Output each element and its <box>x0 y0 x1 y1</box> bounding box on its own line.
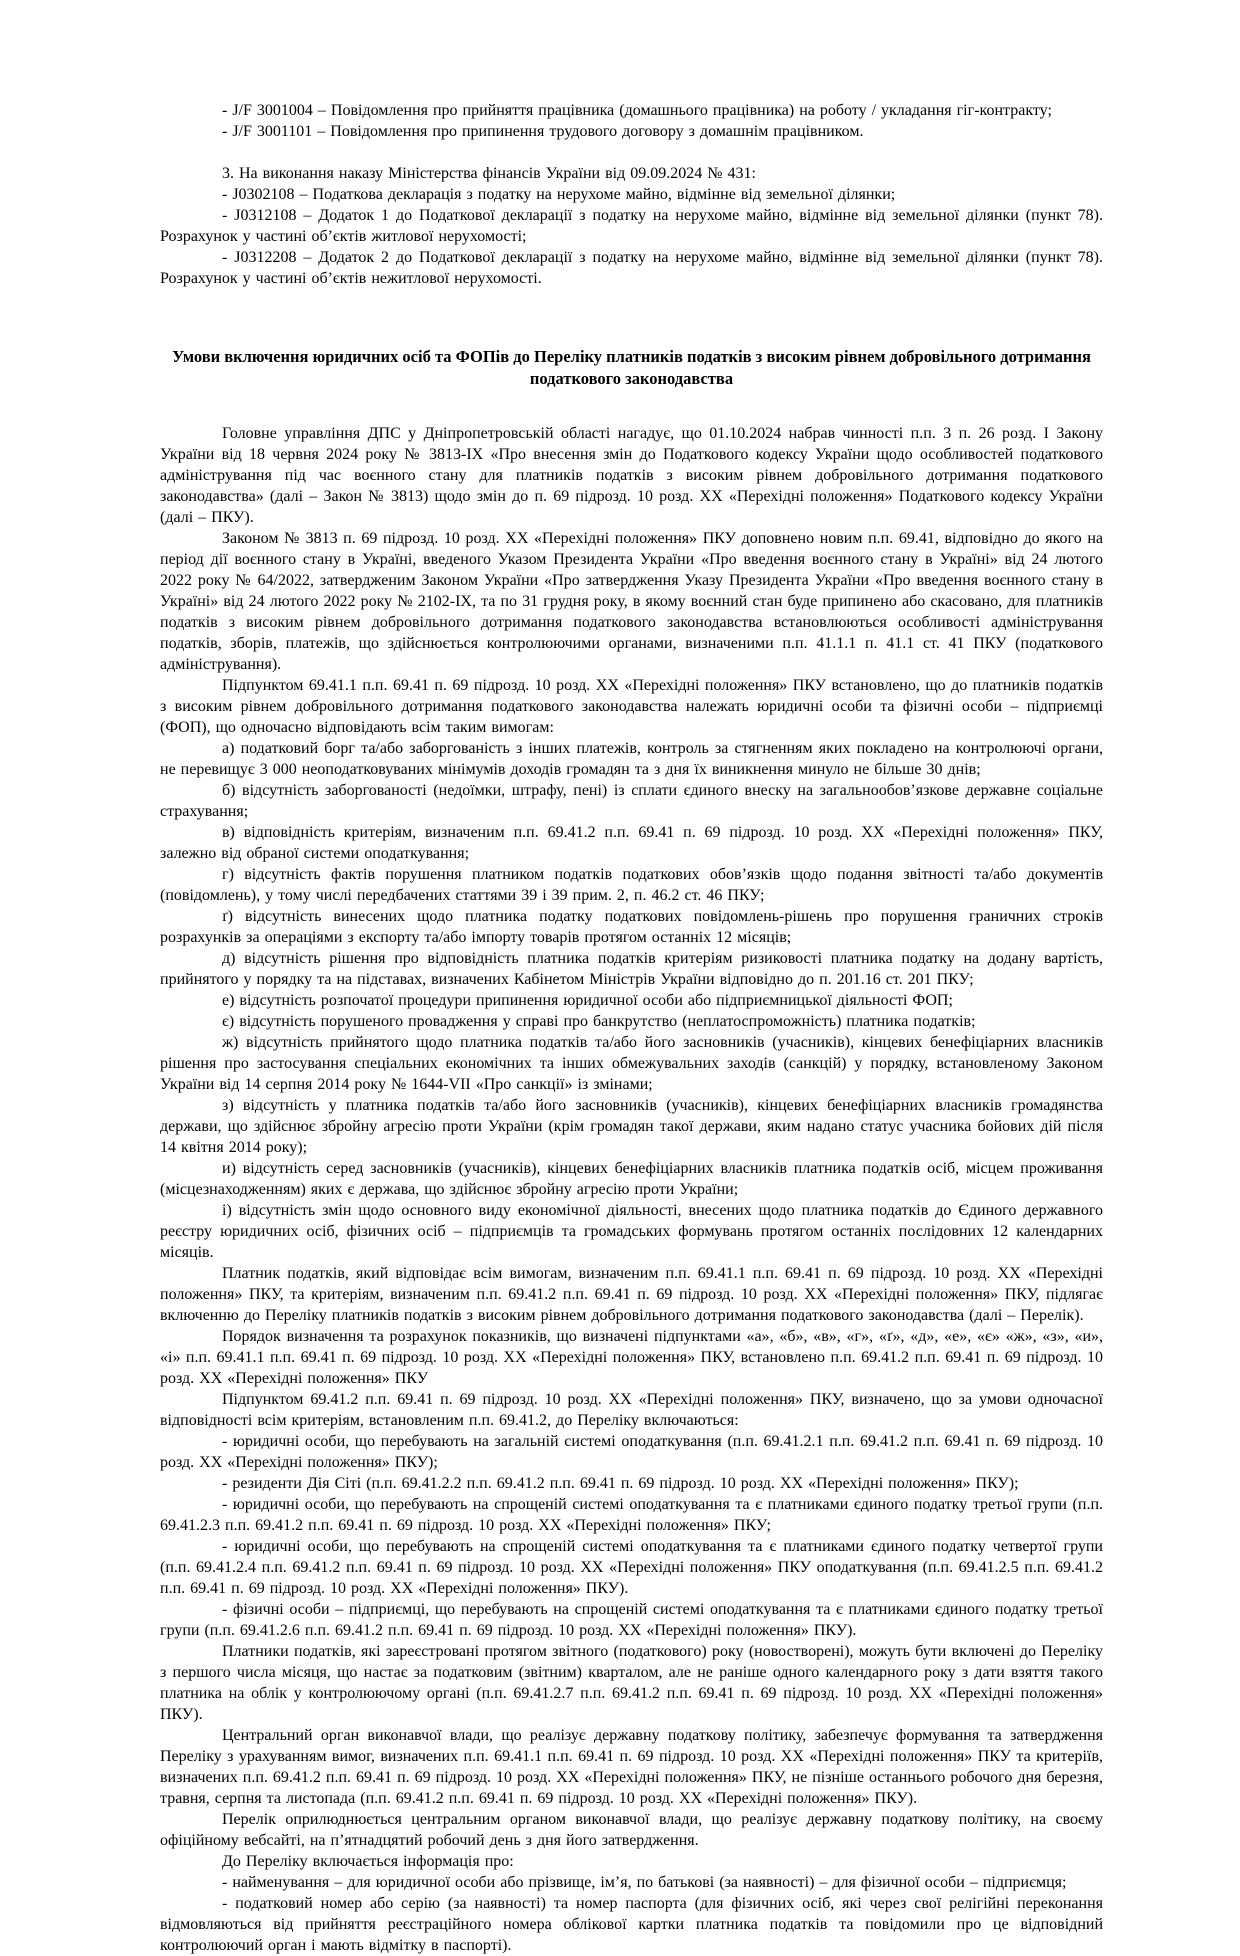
paragraph: б) відсутність заборгованості (недоїмки, штрафу, пені) із сплати єдиного внеску на загальнообов’язкове державне соціальне страхування; <box>160 782 1103 820</box>
paragraph: и) відсутність серед засновників (учасників), кінцевих бенефіціарних власників платника податків осіб, місцем проживання (місцезнаходженням) яких є держава, що здійснює збройну агресію проти України; <box>160 1160 1103 1198</box>
paragraph: в) відповідність критеріям, визначеним п.п. 69.41.2 п.п. 69.41 п. 69 підрозд. 10 розд. ХХ «Перехідні положення» ПКУ, залежно від обраної системи оподаткування; <box>160 824 1103 862</box>
paragraph: Законом № 3813 п. 69 підрозд. 10 розд. ХХ «Перехідні положення» ПКУ доповнено новим п.п. 69.41, відповідно до якого на період дії воєнного стану в Україні, введеного Указом Президента України «Про введення воєнного стану в Україні» від 24 лютого 2022 року № 64/2022, затвердженим Законом України «Про затвердження Указу Президента України «Про введення воєнного стану в Україні» від 24 лютого 2022 року № 2102-ІХ, та по 31 грудня року, в якому воєнний стан буде припинено або скасовано, для платників податків з високим рівнем добровільного дотримання податкового законодавства встановлюються особливості адміністрування податків, зборів, платежів, що здійснюється контролюючими органами, визначеними п.п. 41.1.1 п. 41.1 ст. 41 ПКУ (податкового адміністрування). <box>160 530 1103 673</box>
body-section <box>160 423 1103 1956</box>
paragraph: ґ) відсутність винесених щодо платника податку податкових повідомлень-рішень про порушення граничних строків розрахунків за операціями з експорту та/або імпорту товарів протягом останніх 12 місяців; <box>160 908 1103 946</box>
paragraph: ж) відсутність прийнятого щодо платника податків та/або його засновників (учасників), кінцевих бенефіціарних власників рішення про застосування спеціальних економічних та інших обмежувальних заходів (санкцій) у порядку, встановленому Законом України від 14 серпня 2014 року № 1644-VII «Про санкції» із змінами; <box>160 1034 1103 1093</box>
paragraph: До Переліку включається інформація про: <box>222 1853 514 1870</box>
paragraph: г) відсутність фактів порушення платником податків податкових обов’язків щодо подання звітності та/або документів (повідомлень), у тому числі передбачених статтями 39 і 39 прим. 2, п. 46.2 ст. 46 ПКУ; <box>160 866 1103 904</box>
paragraph: - найменування – для юридичної особи або прізвище, ім’я, по батькові (за наявності) – для фізичної особи – підприємця; <box>222 1874 1067 1891</box>
intro-item: - J0312208 – Додаток 2 до Податкової декларації з податку на нерухоме майно, відмінне від земельної ділянки (пункт 78). Розрахунок у частині об’єктів нежитлової нерухомості. <box>160 249 1103 287</box>
paragraph: з) відсутність у платника податків та/або його засновників (учасників), кінцевих бенефіціарних власників громадянства держави, що здійснює збройну агресію проти України (крім громадян такої держави, яким надано статус учасника бойових дій після 14 квітня 2014 року); <box>160 1097 1103 1156</box>
section-heading: Умови включення юридичних осіб та ФОПів до Переліку платників податків з високим рівнем добровільного дотримання податкового законодавства <box>172 347 1091 388</box>
intro-item: - J0302108 – Податкова декларація з податку на нерухоме майно, відмінне від земельної ділянки; <box>222 186 896 203</box>
paragraph: Головне управління ДПС у Дніпропетровській області нагадує, що 01.10.2024 набрав чинності п.п. 3 п. 26 розд. І Закону України від 18 червня 2024 року № 3813-ІХ «Про внесення змін до Податкового кодексу України щодо особливостей податкового адміністрування під час воєнного стану для платників податків з високим рівнем добровільного дотримання податкового законодавства» (далі – Закон № 3813) щодо змін до п. 69 підрозд. 10 розд. ХХ «Перехідні положення» Податкового кодексу України (далі – ПКУ). <box>160 425 1103 526</box>
paragraph: Підпунктом 69.41.1 п.п. 69.41 п. 69 підрозд. 10 розд. ХХ «Перехідні положення» ПКУ встановлено, що до платників податків з високим рівнем добровільного дотримання податкового законодавства належать юридичні особи та фізичні особи – підприємці (ФОП), що одночасно відповідають всім таким вимогам: <box>160 677 1103 736</box>
intro-item: - J0312108 – Додаток 1 до Податкової декларації з податку на нерухоме майно, відмінне від земельної ділянки (пункт 78). Розрахунок у частині об’єктів житлової нерухомості; <box>160 207 1103 245</box>
paragraph: Перелік оприлюднюється центральним органом виконавчої влади, що реалізує державну податкову політику, на своєму офіційному вебсайті, на п’ятнадцятий робочий день з дня його затвердження. <box>160 1811 1103 1849</box>
paragraph: є) відсутність порушеного провадження у справі про банкрутство (неплатоспроможність) платника податків; <box>222 1013 976 1030</box>
paragraph: - податковий номер або серію (за наявності) та номер паспорта (для фізичних осіб, які через свої релігійні переконання відмовляються від прийняття реєстраційного номера облікової картки платника податків та повідомили про це відповідний контролюючий орган і мають відмітку в паспорті). <box>160 1895 1103 1954</box>
intro-item: 3. На виконання наказу Міністерства фінансів України від 09.09.2024 № 431: <box>222 165 756 182</box>
paragraph: Підпунктом 69.41.2 п.п. 69.41 п. 69 підрозд. 10 розд. ХХ «Перехідні положення» ПКУ, визначено, що за умови одночасної відповідності всім критеріям, встановленим п.п. 69.41.2, до Переліку включаються: <box>160 1391 1103 1429</box>
paragraph: Платники податків, які зареєстровані протягом звітного (податкового) року (новостворені), можуть бути включені до Переліку з першого числа місяця, що настає за податковим (звітним) кварталом, але не раніше одного календарного року з дати взяття такого платника на облік у контролюючому органі (п.п. 69.41.2.7 п.п. 69.41.2 п.п. 69.41 п. 69 підрозд. 10 розд. ХХ «Перехідні положення» ПКУ). <box>160 1643 1103 1723</box>
intro-item: - J/F 3001101 – Повідомлення про припинення трудового договору з домашнім працівником. <box>222 123 864 140</box>
paragraph: - юридичні особи, що перебувають на спрощеній системі оподаткування та є платниками єдиного податку третьої групи (п.п. 69.41.2.3 п.п. 69.41.2 п.п. 69.41 п. 69 підрозд. 10 розд. ХХ «Перехідні положення» ПКУ; <box>160 1496 1103 1534</box>
paragraph: е) відсутність розпочатої процедури припинення юридичної особи або підприємницької діяльності ФОП; <box>222 992 953 1009</box>
intro-section <box>160 100 1103 289</box>
paragraph: Порядок визначення та розрахунок показників, що визначені підпунктами «а», «б», «в», «г», «ґ», «д», «е», «є» «ж», «з», «и», «і» п.п. 69.41.1 п.п. 69.41 п. 69 підрозд. 10 розд. ХХ «Перехідні положення» ПКУ, встановлено п.п. 69.41.2 п.п. 69.41 п. 69 підрозд. 10 розд. ХХ «Перехідні положення» ПКУ <box>160 1328 1103 1387</box>
paragraph: Платник податків, який відповідає всім вимогам, визначеним п.п. 69.41.1 п.п. 69.41 п. 69 підрозд. 10 розд. ХХ «Перехідні положення» ПКУ, та критеріям, визначеним п.п. 69.41.2 п.п. 69.41 п. 69 підрозд. 10 розд. ХХ «Перехідні положення» ПКУ, підлягає включенню до Переліку платників податків з високим рівнем добровільного дотримання податкового законодавства (далі – Перелік). <box>160 1265 1103 1324</box>
paragraph: д) відсутність рішення про відповідність платника податків критеріям ризиковості платника податку на додану вартість, прийнятого у порядку та на підставах, визначених Кабінетом Міністрів України відповідно до п. 201.16 ст. 201 ПКУ; <box>160 950 1103 988</box>
paragraph: і) відсутність змін щодо основного виду економічної діяльності, внесених щодо платника податків до Єдиного державного реєстру юридичних осіб, фізичних осіб – підприємців та громадських формувань протягом останніх послідовних 12 календарних місяців. <box>160 1202 1103 1261</box>
paragraph: а) податковий борг та/або заборгованість з інших платежів, контроль за стягненням яких покладено на контролюючі органи, не перевищує 3 000 неоподатковуваних мінімумів доходів громадян та з дня їх виникнення минуло не більше 30 днів; <box>160 740 1103 778</box>
paragraph: - юридичні особи, що перебувають на загальній системі оподаткування (п.п. 69.41.2.1 п.п. 69.41.2 п.п. 69.41 п. 69 підрозд. 10 розд. ХХ «Перехідні положення» ПКУ); <box>160 1433 1103 1471</box>
paragraph: - фізичні особи – підприємці, що перебувають на спрощеній системі оподаткування та є платниками єдиного податку третьої групи (п.п. 69.41.2.6 п.п. 69.41.2 п.п. 69.41 п. 69 підрозд. 10 розд. ХХ «Перехідні положення» ПКУ). <box>160 1601 1103 1639</box>
paragraph: - резиденти Дія Сіті (п.п. 69.41.2.2 п.п. 69.41.2 п.п. 69.41 п. 69 підрозд. 10 розд. ХХ «Перехідні положення» ПКУ); <box>222 1475 1019 1492</box>
paragraph: Центральний орган виконавчої влади, що реалізує державну податкову політику, забезпечує формування та затвердження Переліку з урахуванням вимог, визначених п.п. 69.41.1 п.п. 69.41 п. 69 підрозд. 10 розд. ХХ «Перехідні положення» ПКУ та критеріїв, визначених п.п. 69.41.2 п.п. 69.41 п. 69 підрозд. 10 розд. ХХ «Перехідні положення» ПКУ, не пізніше останнього робочого дня березня, травня, серпня та листопада (п.п. 69.41.2 п.п. 69.41 п. 69 підрозд. 10 розд. ХХ «Перехідні положення» ПКУ). <box>160 1727 1103 1807</box>
paragraph: - юридичні особи, що перебувають на спрощеній системі оподаткування та є платниками єдиного податку четвертої групи (п.п. 69.41.2.4 п.п. 69.41.2 п.п. 69.41 п. 69 підрозд. 10 розд. ХХ «Перехідні положення» ПКУ оподаткування (п.п. 69.41.2.5 п.п. 69.41.2 п.п. 69.41 п. 69 підрозд. 10 розд. ХХ «Перехідні положення» ПКУ). <box>160 1538 1103 1597</box>
intro-item: - J/F 3001004 – Повідомлення про прийняття працівника (домашнього працівника) на роботу / укладання гіг-контракту; <box>222 102 1052 119</box>
